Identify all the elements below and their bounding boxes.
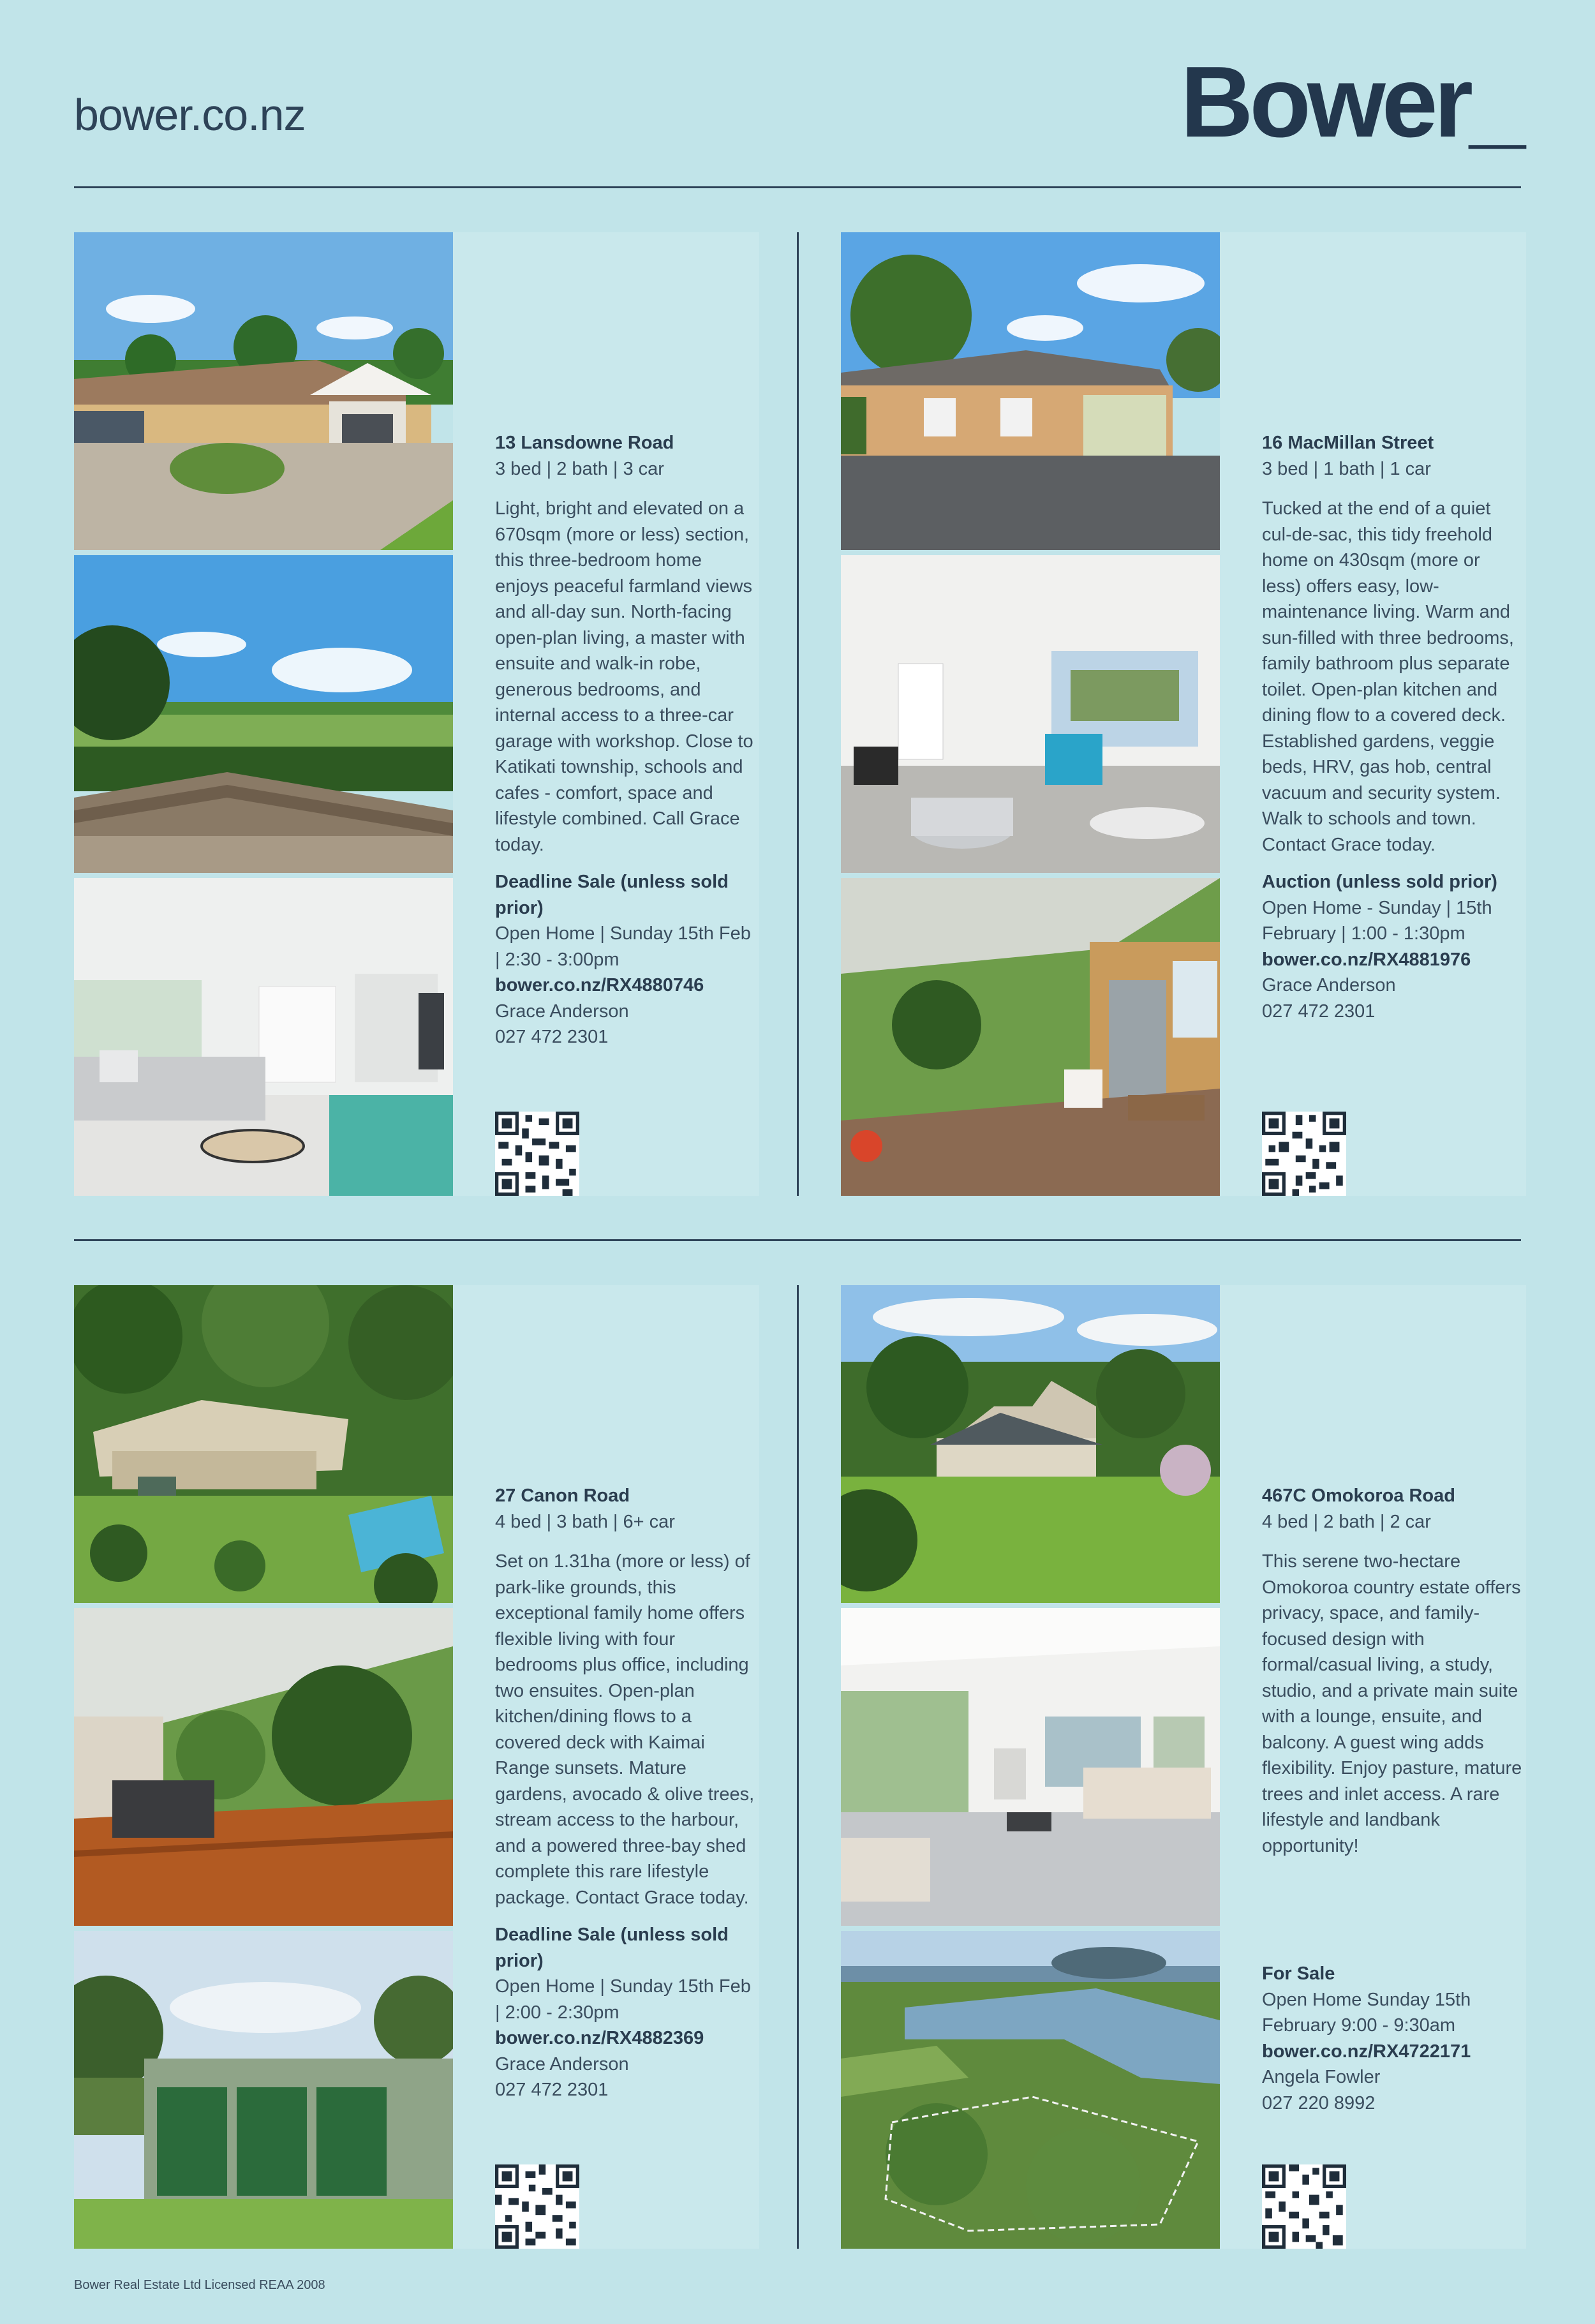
- open-home-time: Open Home | Sunday 15th Feb | 2:00 - 2:30pm: [495, 1976, 751, 2023]
- listing-address: 27 Canon Road: [495, 1486, 630, 1506]
- agent-name: Grace Anderson: [495, 2053, 629, 2074]
- open-home-time: Open Home - Sunday | 15th February | 1:00 - 1:30pm: [1262, 897, 1492, 944]
- listing-photos: [74, 1285, 453, 2249]
- lounge-photo[interactable]: [841, 1608, 1220, 1926]
- agent-phone[interactable]: 027 472 2301: [495, 2080, 609, 2100]
- house-exterior-photo[interactable]: [74, 232, 453, 550]
- listing-link[interactable]: bower.co.nz/RX4882369: [495, 2028, 704, 2048]
- listing-card: [841, 232, 1562, 1196]
- aerial-house-photo[interactable]: [74, 1285, 453, 1603]
- qr-code-icon[interactable]: [495, 1112, 579, 1196]
- listing-description: Tucked at the end of a quiet cul-de-sac, this tidy freehold home on 430sqm (more or less) offers easy, low-maintenance living. Warm and sun-filled with three bedrooms, family bathroom plus separate toilet. Open-plan kitchen and dining flow to a covered deck. Established gardens, veggie beds, HRV, gas hob, central vacuum and security system. Walk to schools and town. Contact Grace today.: [1262, 498, 1514, 855]
- sale-method: Deadline Sale (unless sold prior): [495, 872, 729, 918]
- footer-license: Bower Real Estate Ltd Licensed REAA 2008: [74, 2278, 325, 2292]
- sale-method: Auction (unless sold prior): [1262, 872, 1497, 892]
- listing-address: 13 Lansdowne Road: [495, 433, 674, 453]
- listing-specs: 3 bed | 1 bath | 1 car: [1262, 458, 1431, 479]
- listing-card: [74, 1285, 795, 2249]
- listing-specs: 4 bed | 3 bath | 6+ car: [495, 1511, 675, 1532]
- listing-specs: 4 bed | 2 bath | 2 car: [1262, 1511, 1431, 1532]
- deck-view-photo[interactable]: [74, 555, 453, 873]
- shed-photo[interactable]: [74, 1931, 453, 2249]
- site-url[interactable]: bower.co.nz: [74, 90, 306, 140]
- agent-name: Grace Anderson: [495, 1001, 629, 1022]
- covered-deck-photo[interactable]: [74, 1608, 453, 1926]
- agent-name: Grace Anderson: [1262, 975, 1396, 995]
- top-divider: [74, 186, 1521, 188]
- listing-description: This serene two-hectare Omokoroa country estate offers privacy, space, and family-focused design with formal/casual living, a study, studio, and a private main suite with a lounge, ensuite, and balcony. A guest wing adds flexibility. Enjoy pasture, mature trees and inlet access. A rare lifestyle and landbank opportunity!: [1262, 1551, 1522, 1856]
- listing-photos: [841, 232, 1220, 1196]
- agent-phone[interactable]: 027 220 8992: [1262, 2092, 1376, 2113]
- listing-description: Light, bright and elevated on a 670sqm (more or less) section, this three-bedroom home enjoys peaceful farmland views and all-day sun. North-facing open-plan living, a master with ensuite and walk-in robe, generous bedrooms, and internal access to a three-car garage with workshop. Close to Katikati township, schools and cafes - comfort, space and lifestyle combined. Call Grace today.: [495, 498, 753, 855]
- qr-code-icon[interactable]: [495, 2164, 579, 2249]
- qr-code-icon[interactable]: [1262, 2164, 1346, 2249]
- listing-description: Set on 1.31ha (more or less) of park-like grounds, this exceptional family home offers flexible living with four bedrooms plus office, including two ensuites. Open-plan kitchen/dining flows to a covered deck with Kaimai Range sunsets. Mature gardens, avocado & olive trees, stream access to the harbour, and a powered three-bay shed complete this rare lifestyle package. Contact Grace today.: [495, 1551, 755, 1908]
- listing-photos: [74, 232, 453, 1196]
- listing-card: [74, 232, 795, 1196]
- open-home-time: Open Home | Sunday 15th Feb | 2:30 - 3:00pm: [495, 923, 751, 970]
- open-home-time: Open Home Sunday 15th February 9:00 - 9:30am: [1262, 1989, 1471, 2036]
- aerial-estate-photo[interactable]: [841, 1931, 1220, 2249]
- column-divider-bottom: [797, 1285, 799, 2249]
- listing-photos: [841, 1285, 1220, 2249]
- column-divider-top: [797, 232, 799, 1196]
- bower-logo: Bower_: [1180, 46, 1522, 158]
- house-exterior-photo[interactable]: [841, 232, 1220, 550]
- covered-deck-photo[interactable]: [841, 878, 1220, 1196]
- middle-divider: [74, 1239, 1521, 1241]
- listing-info: [453, 232, 759, 1196]
- listing-specs: 3 bed | 2 bath | 3 car: [495, 458, 664, 479]
- listing-link[interactable]: bower.co.nz/RX4722171: [1262, 2041, 1471, 2062]
- listing-link[interactable]: bower.co.nz/RX4880746: [495, 975, 704, 995]
- listing-info: [453, 1285, 759, 2249]
- agent-phone[interactable]: 027 472 2301: [1262, 1001, 1376, 1022]
- agent-phone[interactable]: 027 472 2301: [495, 1027, 609, 1047]
- listing-link[interactable]: bower.co.nz/RX4881976: [1262, 949, 1471, 970]
- agent-name: Angela Fowler: [1262, 2067, 1381, 2087]
- sale-method: For Sale: [1262, 1963, 1335, 1984]
- listing-address: 467C Omokoroa Road: [1262, 1486, 1455, 1506]
- living-room-photo[interactable]: [74, 878, 453, 1196]
- listing-card: [841, 1285, 1562, 2249]
- listing-info: [1220, 1285, 1526, 2249]
- house-exterior-photo[interactable]: [841, 1285, 1220, 1603]
- listing-address: 16 MacMillan Street: [1262, 433, 1434, 453]
- qr-code-icon[interactable]: [1262, 1112, 1346, 1196]
- listing-info: [1220, 232, 1526, 1196]
- sale-method: Deadline Sale (unless sold prior): [495, 1925, 729, 1971]
- living-room-photo[interactable]: [841, 555, 1220, 873]
